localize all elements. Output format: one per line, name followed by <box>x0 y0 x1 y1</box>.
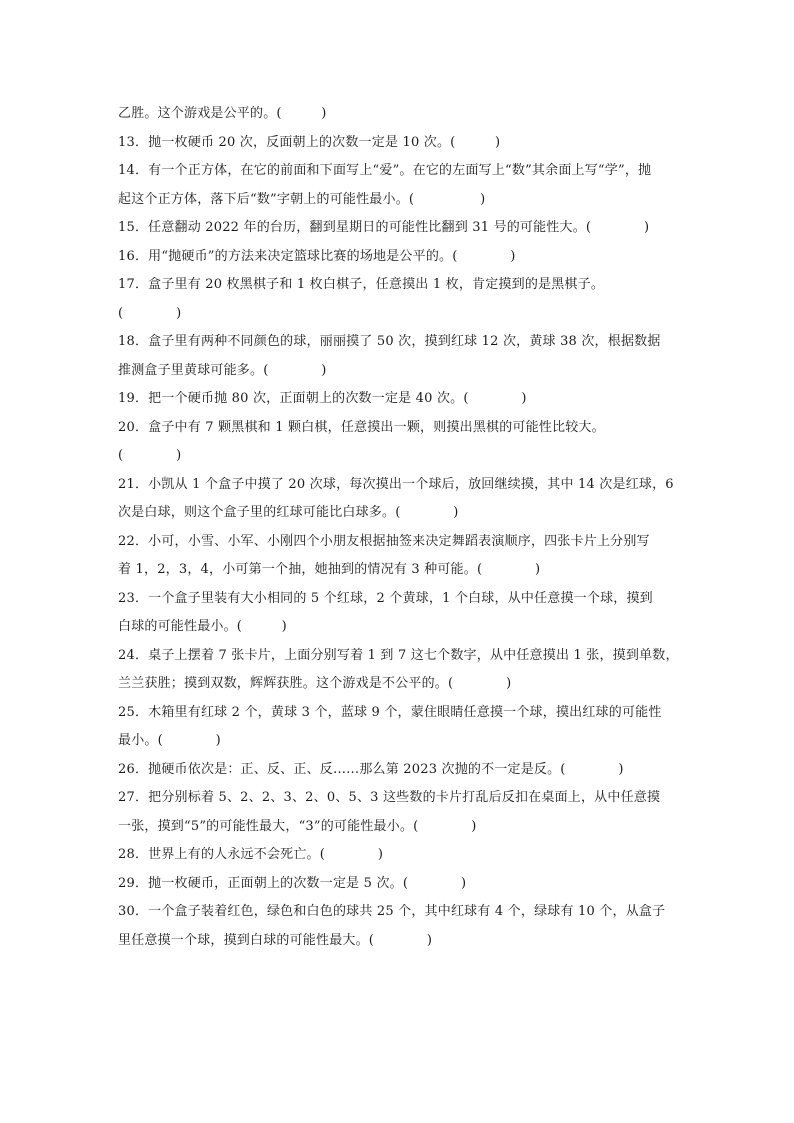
text-line: 28．世界上有的人永远不会死亡。( ) <box>118 847 384 862</box>
text-line: 20．盒子中有 7 颗黑棋和 1 颗白棋，任意摸出一颗，则摸出黑棋的可能性比较大。 <box>118 419 605 435</box>
text-line: 23．一个盒子里装有大小相同的 5 个红球，2 个黄球，1 个白球，从中任意摸一个球，摸到 <box>118 590 653 606</box>
text-line: 24．桌子上摆着 7 张卡片，上面分别写着 1 到 7 这七个数字，从中任意摸出 1 张，摸到单数， <box>118 647 679 663</box>
text-line: 29．抛一枚硬币，正面朝上的次数一定是 5 次。( ) <box>118 875 467 891</box>
text-line: 26．抛硬币依次是：正、反、正、反……那么第 2023 次抛的不一定是反。( ) <box>118 761 624 777</box>
text-line: 25．木箱里有红球 2 个，黄球 3 个，蓝球 9 个，蒙住眼睛任意摸一个球，摸出红球的可能性 <box>118 704 662 720</box>
text-line: 18．盒子里有两种不同颜色的球，丽丽摸了 50 次，摸到红球 12 次，黄球 38 次，根据数据 <box>118 334 661 349</box>
text-line: 15．任意翻动 2022 年的台历，翻到星期日的可能性比翻到 31 号的可能性大。( ) <box>118 220 650 235</box>
text-line: 27．把分别标着 5、2、2、3、2、0、5、3 这些数的卡片打乱后反扣在桌面上，从中任意摸 <box>118 790 661 805</box>
text-line: 次是白球，则这个盒子里的红球可能比白球多。( ) <box>118 505 459 520</box>
text-line: 起这个正方体，落下后“数”字朝上的可能性最小。( ) <box>118 191 486 207</box>
text-line: ( ) <box>118 448 182 463</box>
text-line: 一张，摸到“5”的可能性最大，“3”的可能性最小。( ) <box>118 818 477 834</box>
text-line: 21．小凯从 1 个盒子中摸了 20 次球，每次摸出一个球后，放回继续摸，其中 14 次是红球，6 <box>118 476 674 492</box>
text-line: 13．抛一枚硬币 20 次，反面朝上的次数一定是 10 次。( ) <box>118 134 501 150</box>
text-line: 推测盒子里黄球可能多。( ) <box>118 362 327 378</box>
text-line: 白球的可能性最小。( ) <box>118 619 287 634</box>
text-line: 17．盒子里有 20 枚黑棋子和 1 枚白棋子，任意摸出 1 枚，肯定摸到的是黑棋子。 <box>118 277 605 292</box>
question-list <box>118 100 688 955</box>
text-line: 14．有一个正方体，在它的前面和下面写上“爱”。在它的左面写上“数”其余面上写“学”，抛 <box>118 163 652 178</box>
text-line: 着 1，2，3，4，小可第一个抽，她抽到的情况有 3 种可能。( ) <box>118 562 541 577</box>
text-line: 乙胜。这个游戏是公平的。( ) <box>118 106 327 121</box>
text-line: 最小。( ) <box>118 733 221 748</box>
text-line: 里任意摸一个球，摸到白球的可能性最大。( ) <box>118 932 433 948</box>
text-line: 16．用“抛硬币”的方法来决定篮球比赛的场地是公平的。( ) <box>118 248 516 264</box>
text-line: ( ) <box>118 305 182 321</box>
text-line: 兰兰获胜；摸到双数，辉辉获胜。这个游戏是不公平的。( ) <box>118 676 512 691</box>
text-line: 22．小可，小雪、小军、小刚四个小朋友根据抽签来决定舞蹈表演顺序，四张卡片上分别写 <box>118 533 650 549</box>
text-line: 19．把一个硬币抛 80 次，正面朝上的次数一定是 40 次。( ) <box>118 391 527 406</box>
text-line: 30．一个盒子装着红色，绿色和白色的球共 25 个，其中红球有 4 个，绿球有 10 个，从盒子 <box>118 904 666 919</box>
